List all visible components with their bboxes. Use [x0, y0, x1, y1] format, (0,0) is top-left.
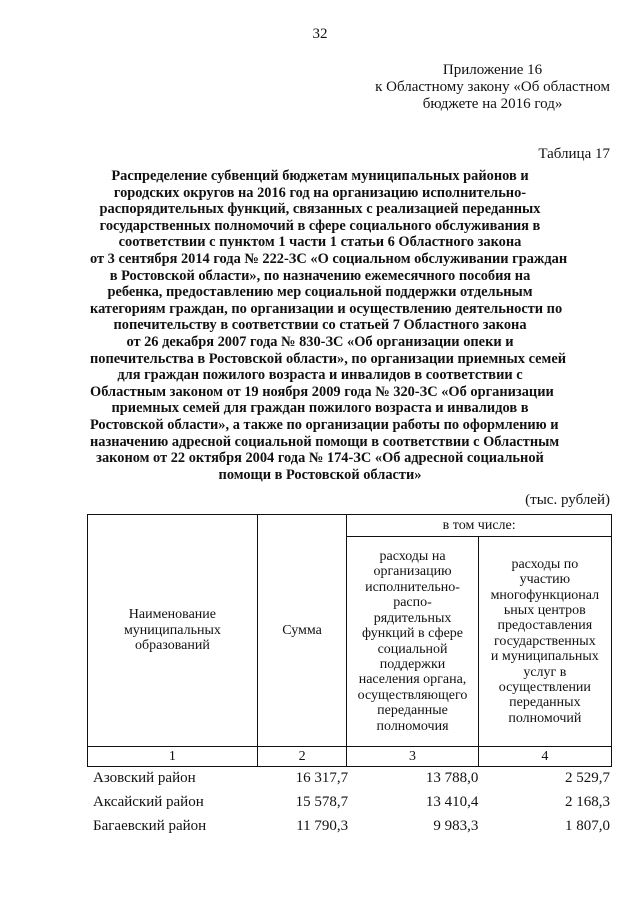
header-line: предоставления: [497, 618, 593, 634]
header-line: муниципальных: [123, 622, 221, 638]
header-line: рядительных: [373, 610, 452, 626]
units-note: (тыс. рублей): [525, 492, 610, 508]
mfc-expenses-value: 2 168,3: [565, 793, 610, 810]
title-line: государственных полномочий в сфере социального обслуживания в: [99, 217, 541, 234]
header-line: участию: [519, 572, 571, 588]
title-line: для граждан пожилого возраста и инвалидов в соответствии с: [117, 367, 523, 384]
header-line: распо-: [393, 595, 432, 611]
admin-expenses-value: 9 983,3: [433, 817, 479, 834]
subvention-table-header: [87, 514, 612, 767]
column-number: 4: [478, 747, 611, 767]
admin-expenses-value: 13 410,4: [425, 793, 479, 810]
subvention-table-body: [87, 766, 612, 838]
mfc-expenses-value: 1 807,0: [565, 817, 610, 834]
header-line: полномочий: [508, 710, 582, 726]
header-municipality: [88, 515, 258, 747]
header-line: услуг в: [523, 664, 567, 680]
title-line: в Ростовской области», по назначению ежемесячного пособия на: [109, 267, 531, 284]
title-line: от 26 декабря 2007 года № 830-ЗС «Об организации опеки и: [126, 333, 514, 350]
title-line: ребенка, предоставлению мер социальной поддержки отдельным: [107, 284, 533, 301]
appendix-line: Приложение 16: [442, 62, 543, 78]
header-line: организацию: [373, 564, 452, 580]
municipality-name: Аксайский район: [93, 793, 204, 810]
title-line: Областным законом от 19 ноября 2009 года № 320-ЗС «Об организации: [90, 383, 554, 400]
header-line: поддержки: [379, 656, 446, 672]
header-line: ьных центров: [503, 602, 586, 618]
mfc-expenses-value: 2 529,7: [565, 769, 610, 786]
title-line: назначению адресной социальной помощи в соответствии с Областным: [90, 433, 560, 450]
header-admin-expenses: [347, 537, 478, 747]
title-line: помощи в Ростовской области»: [218, 466, 422, 483]
title-line: Ростовской области», а также по организации работы по оформлению и: [90, 416, 559, 433]
table-row: [87, 790, 612, 814]
table-row: [87, 814, 612, 838]
header-including: в том числе:: [347, 515, 612, 537]
header-line: осуществлении: [498, 680, 591, 696]
header-line: переданные: [377, 703, 448, 719]
header-line: полномочия: [376, 718, 449, 734]
sum-value: 16 317,7: [295, 769, 349, 786]
table-row: [87, 766, 612, 790]
title-line: Распределение субвенций бюджетам муниципальных районов и: [111, 168, 529, 184]
header-line: исполнительно-: [365, 579, 460, 595]
header-sum: Сумма: [257, 515, 347, 747]
title-line: законом от 22 октября 2004 года № 174-ЗС «Об адресной социальной: [96, 450, 544, 467]
admin-expenses-value: 13 788,0: [425, 769, 479, 786]
title-line: соответствии с пунктом 1 части 1 статьи 6 Областного закона: [118, 234, 522, 251]
document-title: [90, 168, 568, 483]
header-mfc-expenses: [478, 537, 611, 747]
header-line: функций в сфере: [362, 626, 464, 642]
column-number: 3: [347, 747, 478, 767]
municipality-name: Багаевский район: [93, 817, 207, 834]
page-number: 32: [312, 26, 328, 42]
title-line: приемных семей для граждан пожилого возраста и инвалидов в: [111, 400, 529, 417]
header-line: расходы на: [379, 549, 446, 565]
title-line: попечительства в Ростовской области», по организации приемных семей: [90, 350, 567, 367]
title-line: распорядительных функций, связанных с реализацией переданных: [99, 201, 541, 218]
header-line: расходы по: [511, 556, 579, 572]
title-line: попечительству в соответствии со статьей 7 Областного закона: [113, 317, 527, 334]
header-line: образований: [134, 638, 210, 654]
table-label: Таблица 17: [538, 146, 610, 162]
header-line: социальной: [377, 641, 448, 657]
sum-value: 11 790,3: [296, 817, 349, 834]
appendix-line: к Областному закону «Об областном: [375, 79, 610, 95]
sum-value: 15 578,7: [295, 793, 349, 810]
header-line: населения органа,: [358, 672, 467, 688]
header-line: государственных: [494, 633, 596, 649]
title-line: категориям граждан, по организации и осуществлению деятельности по: [90, 300, 563, 317]
header-line: Наименование: [128, 607, 217, 623]
header-line: переданных: [509, 695, 581, 711]
title-line: городских округов на 2016 год на организацию исполнительно-: [113, 184, 527, 201]
title-line: от 3 сентября 2014 года № 222-ЗС «О социальном обслуживании граждан: [90, 250, 568, 267]
header-line: осуществляющего: [357, 687, 468, 703]
column-number: 2: [257, 747, 347, 767]
header-line: многофункционал: [490, 587, 600, 603]
column-number: 1: [88, 747, 258, 767]
appendix-note: [375, 62, 610, 113]
appendix-line: бюджете на 2016 год»: [422, 96, 563, 112]
municipality-name: Азовский район: [93, 769, 196, 786]
header-line: и муниципальных: [490, 649, 599, 665]
